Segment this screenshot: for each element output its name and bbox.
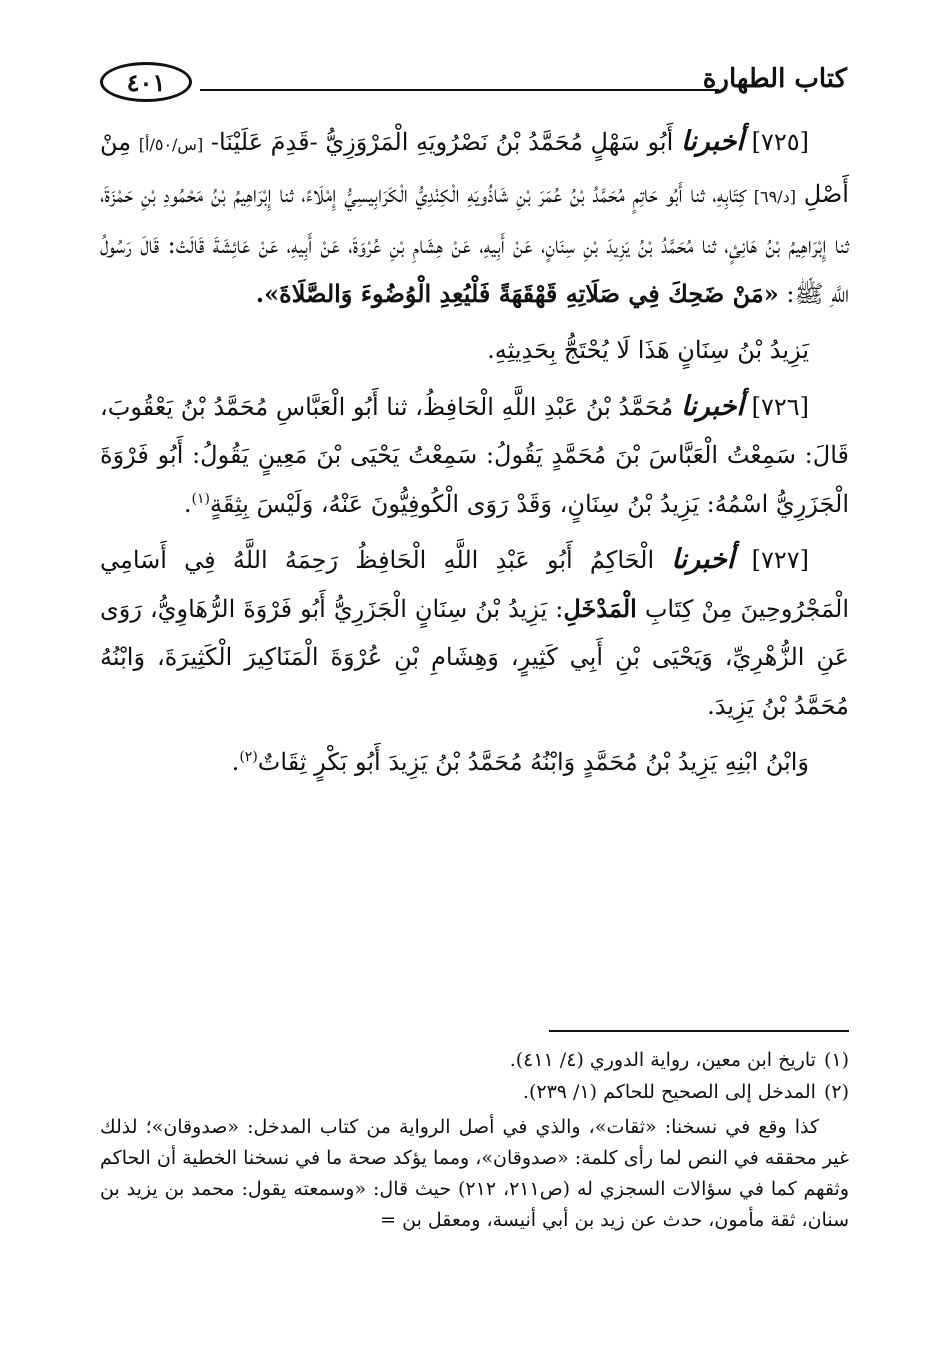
footnote-ref[interactable]: (٢) [239, 749, 258, 765]
comment-text: يَزِيدُ بْنُ سِنَانٍ هَذَا لَا يُحْتَجُّ بِحَدِيثِهِ. [487, 336, 809, 364]
hadith-text: مُحَمَّدُ بْنُ عَبْدِ اللَّهِ الْحَافِظُ، ثنا أَبُو الْعَبَّاسِ مُحَمَّدُ بْنُ يَعْقُوبَ، قَالَ: سَمِعْتُ الْعَبَّاسَ بْنَ مُحَمَّدٍ يَقُولُ: سَمِعْتُ يَحْيَى بْنَ مَعِينٍ يَقُولُ: أَبُو فَرْوَةَ الْجَزَرِيُّ اسْمُهُ: يَزِيدُ بْنُ سِنَانٍ، وَقَدْ رَوَى الْكُوفِيُّونَ عَنْهُ، وَلَيْسَ بِثِقَةٍ [100, 392, 849, 518]
footnote-number: (١) [823, 1049, 849, 1071]
footnote-ref[interactable]: (١) [191, 490, 210, 507]
hadith-matn: «مَنْ ضَحِكَ فِي صَلَاتِهِ قَهْقَهَةً فَلْيُعِدِ الْوُضُوءَ وَالصَّلَاةَ». [255, 278, 779, 308]
sentence-end: . [183, 489, 192, 518]
hadith-number: [٧٢٦] [751, 392, 809, 421]
hadith-isnad: مِنْ أَصْلِ [100, 128, 849, 208]
header-rule [200, 89, 719, 91]
hadith-727 [100, 536, 849, 730]
page-header [100, 62, 847, 108]
footnote-2-note: كذا وقع في نسخنا: «ثقات»، والذي في أصل الرواية من كتاب المدخل: «صدوقان»؛ لذلك غير محققه في النص لما رأى كلمة: «صدوقان»، ومما يؤكد صحة ما في نسخنا الخطية أن الحاكم وثقهم كما في سؤالات السجزي له (ص٢١١، ٢١٢) حيث قال: «وسمعته يقول: محمد بن يزيد بن سنان، ثقة مأمون، حدث عن زيد بن أبي أنيسة، ومعقل بن = [100, 1116, 850, 1231]
manuscript-ref: [س/٥٠/أ] [138, 135, 204, 154]
footnote-text: تاريخ ابن معين، رواية الدوري (٤/ ٤١١). [509, 1049, 816, 1071]
source-title: الْمَدْخَلِ [563, 593, 637, 623]
hadith-lead: أخبرنا [680, 126, 744, 157]
hadith-lead: أخبرنا [680, 390, 744, 422]
sentence-end: . [231, 748, 240, 776]
footnote-1 [100, 1044, 849, 1076]
page-number-badge [100, 62, 192, 102]
manuscript-ref: [د/٦٩] [753, 186, 796, 206]
hadith-number: [٧٢٧] [751, 546, 809, 574]
closing-line [100, 738, 849, 787]
author-comment [100, 326, 849, 375]
hadith-726 [100, 383, 849, 529]
footnote-2 [100, 1076, 849, 1108]
main-text [100, 118, 849, 795]
footnotes [100, 1044, 849, 1236]
hadith-number: [٧٢٥] [751, 128, 809, 156]
hadith-text: : يَزِيدُ بْنُ سِنَانٍ الْجَزَرِيُّ أَبُو فَرْوَةَ الرُّهَاوِيُّ، رَوَى عَنِ الزُّهْرِيِّ، وَيَحْيَى بْنِ أَبِي كَثِيرٍ، وَهِشَامِ بْنِ عُرْوَةَ الْمَنَاكِيرَ الْكَثِيرَةَ، وَابْنُهُ مُحَمَّدُ بْنُ يَزِيدَ. [100, 594, 849, 720]
hadith-isnad: أَبُو سَهْلٍ مُحَمَّدُ بْنُ نَصْرُويَهِ الْمَرْوَزِيُّ -قَدِمَ عَلَيْنَا- [210, 128, 674, 156]
closing-text: وَابْنُ ابْنِهِ يَزِيدُ بْنُ مُحَمَّدٍ وَابْنُهُ مُحَمَّدُ بْنُ يَزِيدَ أَبُو بَكْرٍ ثِقَاتٌ [257, 748, 809, 776]
footnote-text: المدخل إلى الصحيح للحاكم (١/ ٢٣٩). [522, 1081, 816, 1103]
hadith-text: الْحَاكِمُ أَبُو عَبْدِ اللَّهِ الْحَافِظُ رَحِمَهُ اللَّهُ فِي أَسَامِي الْمَجْرُوحِينَ مِنْ كِتَابِ [100, 546, 849, 623]
page-number: ٤٠١ [126, 67, 166, 97]
hadith-isnad: كِتَابِهِ، ثنا أَبُو حَاتِمٍ مُحَمَّدُ بْنُ عُمَرَ بْنِ شَاذُويَهِ الْكِنْدِيُّ الْكَرَابِيسِيُّ إِمْلَاءً، ثنا إِبْرَاهِيمُ بْنُ مَحْمُودِ بْنِ حَمْزَةَ، ثنا إِبْرَاهِيمُ بْنُ هَانِئٍ، ثنا مُحَمَّدُ بْنُ يَزِيدَ بْنِ سِنَانٍ، عَنْ أَبِيهِ، عَنْ هِشَامِ بْنِ عُرْوَةَ، عَنْ أَبِيهِ، عَنْ عَائِشَةَ قَالَتْ: قَالَ رَسُولُ اللَّهِ ﷺ: [100, 179, 849, 308]
hadith-725 [100, 118, 849, 318]
footnote-separator [549, 1030, 849, 1032]
book-title: كتاب الطهارة [702, 64, 847, 94]
hadith-lead: أخبرنا [671, 544, 735, 575]
footnote-number: (٢) [823, 1081, 849, 1103]
